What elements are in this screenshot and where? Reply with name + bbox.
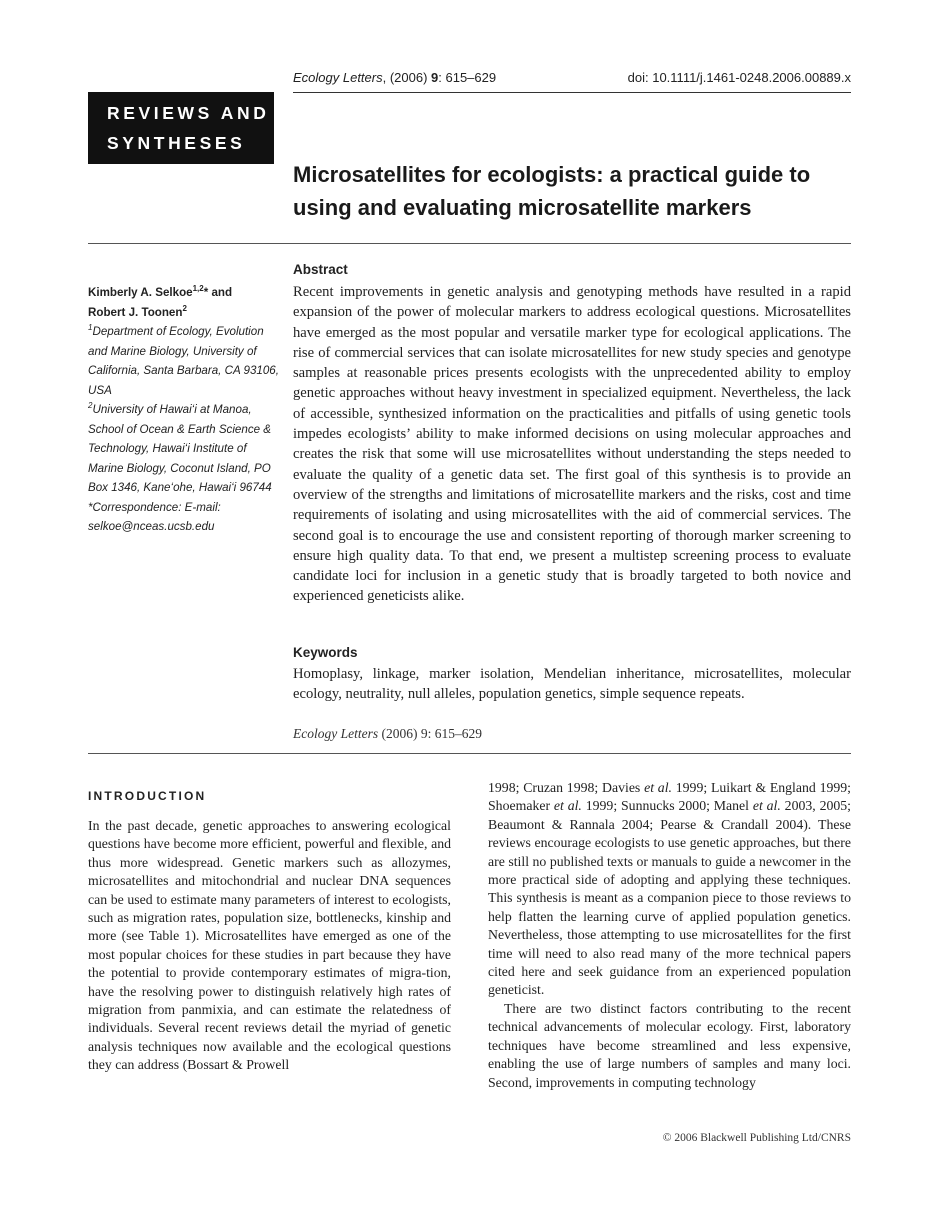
author-2: Robert J. Toonen xyxy=(88,305,183,319)
intro-paragraph-1-cont xyxy=(488,779,851,1000)
intro-paragraph-1: In the past decade, genetic approaches to answering ecological questions have become more efficient, powerful and flexible, and thus more widespread. Genetic markers such as allozymes, microsatellites and mitochondrial and nuclear DNA sequences can be used to estimate many parameters of interest to ecologists, such as migration rates, population size, bottlenecks, kinship and more (see Table 1). Microsatellites have emerged as one of the most popular choices for these studies in part because they have the potential to provide contemporary estimates of migra-tion, have the resolving power to distinguish relatively high rates of migration from panmixia, and can estimate the relatedness of individuals. Several recent reviews detail the myriad of genetic analysis techniques now available and the ecological questions they can address (Bossart & Prowell xyxy=(88,818,451,1073)
correspondence: *Correspondence: E-mail: selkoe@nceas.ucsb.edu xyxy=(88,500,221,533)
abstract-divider xyxy=(88,753,851,754)
journal-pages: : 615–629 xyxy=(438,70,497,85)
keywords-heading: Keywords xyxy=(293,645,358,660)
section-badge-line1: REVIEWS AND xyxy=(107,103,270,123)
author-1-sup: 1,2 xyxy=(192,284,204,294)
intro-text-b: 1999; Luikart & England 1999; Shoemaker xyxy=(488,780,851,814)
affiliation-1 xyxy=(88,322,280,400)
abstract-text: Recent improvements in genetic analysis and genotyping methods have resulted in a rapid expansion of the power of molecular markers to address ecological questions. Microsatellites have emerged as the most popular and versatile marker type for ecological applications. The rise of commercial services that can isolate microsatellites for new study species and genotype samples at reasonable prices presents ecologists with the unprecedented ability to employ genetic approaches without heavy investment in specialized equipment. Nevertheless, the lack of accessible, synthesized information on the practicalities and pitfalls of using genetic tools impedes ecologists’ ability to make informed decisions on using molecular approaches and creates the risk that some will use microsatellites without understanding the steps needed to evaluate the quality of a genetic data set. The first goal of this synthesis is to provide an overview of the strengths and limitations of microsatellite markers and the risks, cost and time requirements of isolating and using microsatellites with the aid of commercial services. The second goal is to encourage the use and consistent reporting of thorough marker screening to ensure high quality data. To that end, we present a multistep screening process to evaluate candidate loci for inclusion in a genetic study that is broadly targeted to both novice and experienced geneticists alike. xyxy=(293,284,851,605)
affiliation-2 xyxy=(88,400,280,498)
article-citation xyxy=(293,726,482,742)
author-block xyxy=(88,283,280,537)
intro-text-d: 2003, 2005; Beaumont & Rannala 2004; Pearse & Crandall 2004). These reviews encourage ecologists to use genetic approaches, but there are still no published texts or manuals to guide a newcomer in the more practical side of adopting and applying these techniques. This synthesis is meant as a companion piece to those reviews to help flatten the learning curve of applied population genetics. Nevertheless, those attempting to use microsatellites for the first time will need to also read many of the more technical papers cited here and seek guidance from an experienced population geneticist. xyxy=(488,798,851,998)
introduction-right-column xyxy=(488,779,851,1092)
journal-name: Ecology Letters xyxy=(293,70,383,85)
intro-text-c: 1999; Sunnucks 2000; Manel xyxy=(581,798,753,814)
author-2-sup: 2 xyxy=(182,303,187,313)
article-title xyxy=(293,158,853,224)
doi-link[interactable]: doi: 10.1111/j.1461-0248.2006.00889.x xyxy=(627,70,851,85)
intro-paragraph-2: There are two distinct factors contributing to the recent technical advancements of molecular ecology. First, laboratory techniques have become streamlined and less expensive, enabling the use of large numbers of samples and many loci. Second, improvements in computing technology xyxy=(488,1000,851,1090)
article-title-line2: using and evaluating microsatellite markers xyxy=(293,195,752,220)
intro-etal-1: et al. xyxy=(644,780,672,795)
header-rule xyxy=(293,92,851,93)
affiliation-1-text: Department of Ecology, Evolution and Marine Biology, University of California, Santa Barbara, CA 93106, USA xyxy=(88,325,279,397)
title-divider xyxy=(88,243,851,244)
affiliation-2-text: University of Hawai‘i at Manoa, School of Ocean & Earth Science & Technology, Hawai‘i Institute of Marine Biology, Coconut Island, PO Box 1346, Kane‘ohe, Hawai‘i 96744 xyxy=(88,403,272,494)
abstract-heading: Abstract xyxy=(293,262,348,277)
author-1: Kimberly A. Selkoe xyxy=(88,286,193,299)
author-names xyxy=(88,283,280,322)
affiliation-2-sup: 2 xyxy=(88,401,93,411)
keywords-text: Homoplasy, linkage, marker isolation, Mendelian inheritance, microsatellites, molecular ecology, neutrality, null alleles, population genetics, simple sequence repeats. xyxy=(293,666,851,703)
intro-etal-2: et al. xyxy=(553,798,582,814)
article-title-line1: Microsatellites for ecologists: a practical guide to xyxy=(293,162,811,187)
copyright-footer: © 2006 Blackwell Publishing Ltd/CNRS xyxy=(662,1132,851,1144)
citation-rest: (2006) 9: 615–629 xyxy=(378,726,482,741)
running-header-citation xyxy=(293,70,496,85)
introduction-left-column xyxy=(88,817,451,1075)
affiliation-1-sup: 1 xyxy=(88,323,93,333)
author-1-suffix: * and xyxy=(203,286,233,299)
introduction-heading: INTRODUCTION xyxy=(88,789,207,803)
journal-year: , (2006) xyxy=(382,70,432,85)
intro-text-a: 1998; Cruzan 1998; Davies xyxy=(488,780,645,795)
section-badge xyxy=(88,92,274,164)
section-badge-line2: SYNTHESES xyxy=(107,133,246,153)
journal-volume: 9 xyxy=(431,70,439,85)
intro-etal-3: et al. xyxy=(752,798,781,814)
citation-journal: Ecology Letters xyxy=(293,726,379,741)
